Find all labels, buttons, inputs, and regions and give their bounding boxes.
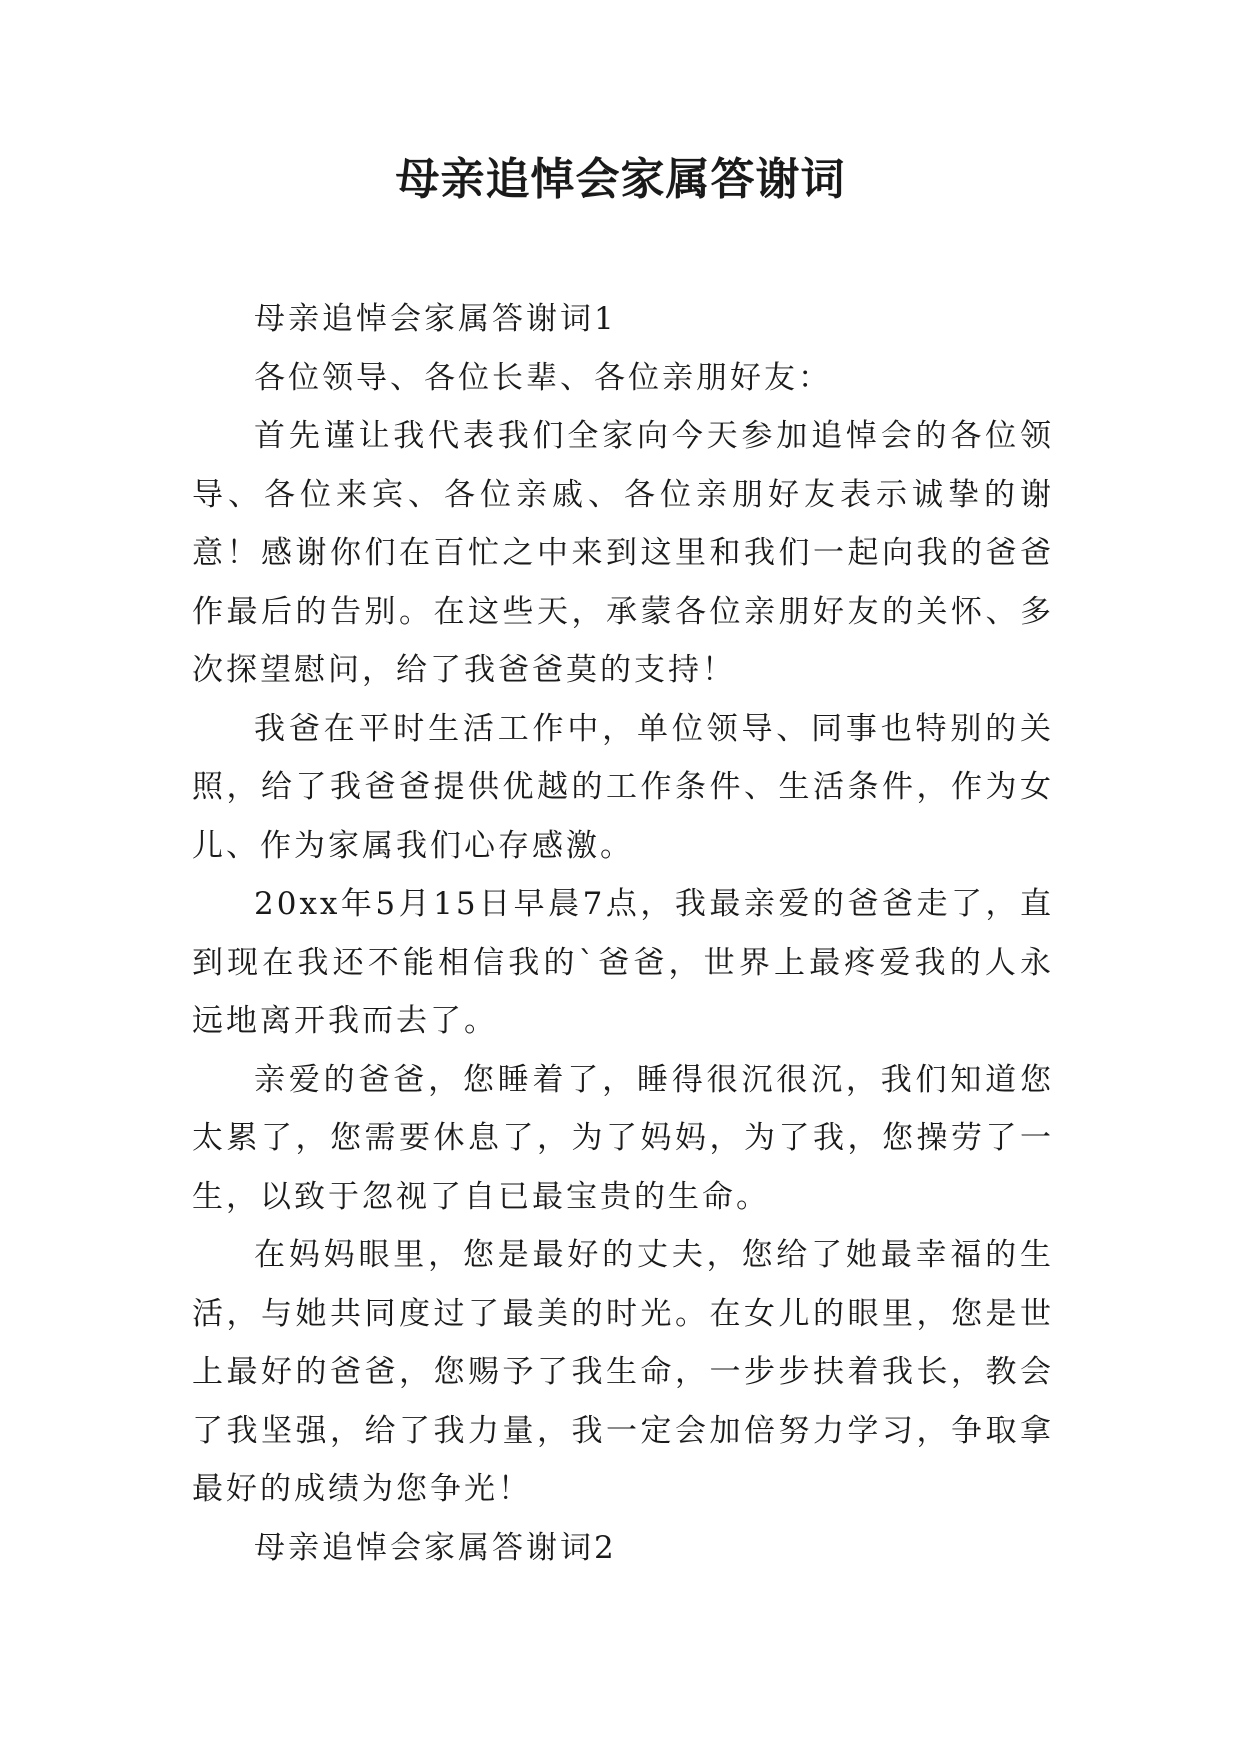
paragraph: 我爸在平时生活工作中，单位领导、同事也特别的关照，给了我爸爸提供优越的工作条件、生活条件，作为女儿、作为家属我们心存感激。 <box>192 710 1054 864</box>
document-body <box>192 290 1054 1577</box>
paragraph: 在妈妈眼里，您是最好的丈夫，您给了她最幸福的生活，与她共同度过了最美的时光。在女儿的眼里，您是世上最好的爸爸，您赐予了我生命，一步步扶着我长，教会了我坚强，给了我力量，我一定会加倍努力学习，争取拿最好的成绩为您争光！ <box>192 1237 1054 1507</box>
paragraph: 亲爱的爸爸，您睡着了，睡得很沉很沉，我们知道您太累了，您需要休息了，为了妈妈，为了我，您操劳了一生，以致于忽视了自已最宝贵的生命。 <box>192 1061 1054 1215</box>
document-title: 母亲追悼会家属答谢词 <box>395 154 846 205</box>
paragraph: 首先谨让我代表我们全家向今天参加追悼会的各位领导、各位来宾、各位亲戚、各位亲朋好友表示诚挚的谢意！感谢你们在百忙之中来到这里和我们一起向我的爸爸作最后的告别。在这些天，承蒙各位亲朋好友的关怀、多次探望慰问，给了我爸爸莫的支持！ <box>192 418 1054 688</box>
section-heading: 母亲追悼会家属答谢词2 <box>254 1529 617 1566</box>
paragraph: 20xx年5月15日早晨7点，我最亲爱的爸爸走了，直到现在我还不能相信我的`爸爸，世界上最疼爱我的人永远地离开我而去了。 <box>192 886 1054 1039</box>
salutation: 各位领导、各位长辈、各位亲朋好友： <box>254 359 832 396</box>
section-heading: 母亲追悼会家属答谢词1 <box>254 301 617 337</box>
